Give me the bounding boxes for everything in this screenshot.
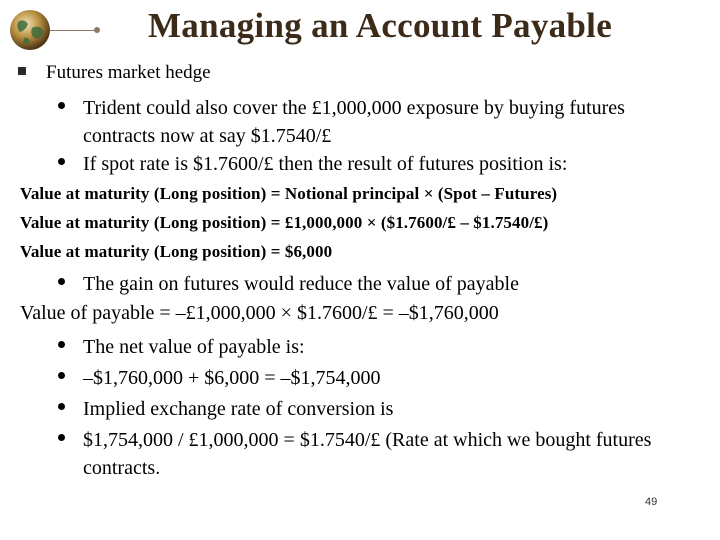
bullet-text: $1,754,000 / £1,000,000 = $1.7540/£ (Rate at which we bought futures contracts. (83, 429, 652, 479)
bullet-dot-icon (58, 434, 65, 441)
equation-line: Value at maturity (Long position) = $6,000 (20, 242, 333, 261)
bullet-text: If spot rate is $1.7600/£ then the result of futures position is: (83, 153, 568, 175)
bullet-dot-icon (58, 341, 65, 348)
equation-line: Value at maturity (Long position) = £1,000,000 × ($1.7600/£ – $1.7540/£) (20, 213, 549, 232)
square-bullet-icon (18, 67, 26, 75)
bullet-dot-icon (58, 158, 65, 165)
payable-equation: Value of payable = –£1,000,000 × $1.7600/£ = –$1,760,000 (20, 302, 499, 324)
bullet-text: –$1,760,000 + $6,000 = –$1,754,000 (83, 367, 381, 389)
bullet-text: The net value of payable is: (83, 336, 305, 358)
subtitle-text: Futures market hedge (46, 62, 211, 83)
bullet-text: Implied exchange rate of conversion is (83, 398, 394, 420)
bullet-dot-icon (58, 278, 65, 285)
bullet-dot-icon (58, 403, 65, 410)
equation-line: Value at maturity (Long position) = Notional principal × (Spot – Futures) (20, 184, 558, 203)
globe-icon (8, 8, 52, 52)
bullet-dot-icon (58, 102, 65, 109)
bullet-text: Trident could also cover the £1,000,000 exposure by buying futures contracts now at say $1.7540/£ (83, 97, 625, 147)
page-number: 49 (645, 496, 658, 508)
bullet-dot-icon (58, 372, 65, 379)
bullet-text: The gain on futures would reduce the value of payable (83, 273, 519, 295)
title-rule (50, 30, 98, 31)
slide-title: Managing an Account Payable (147, 6, 613, 45)
